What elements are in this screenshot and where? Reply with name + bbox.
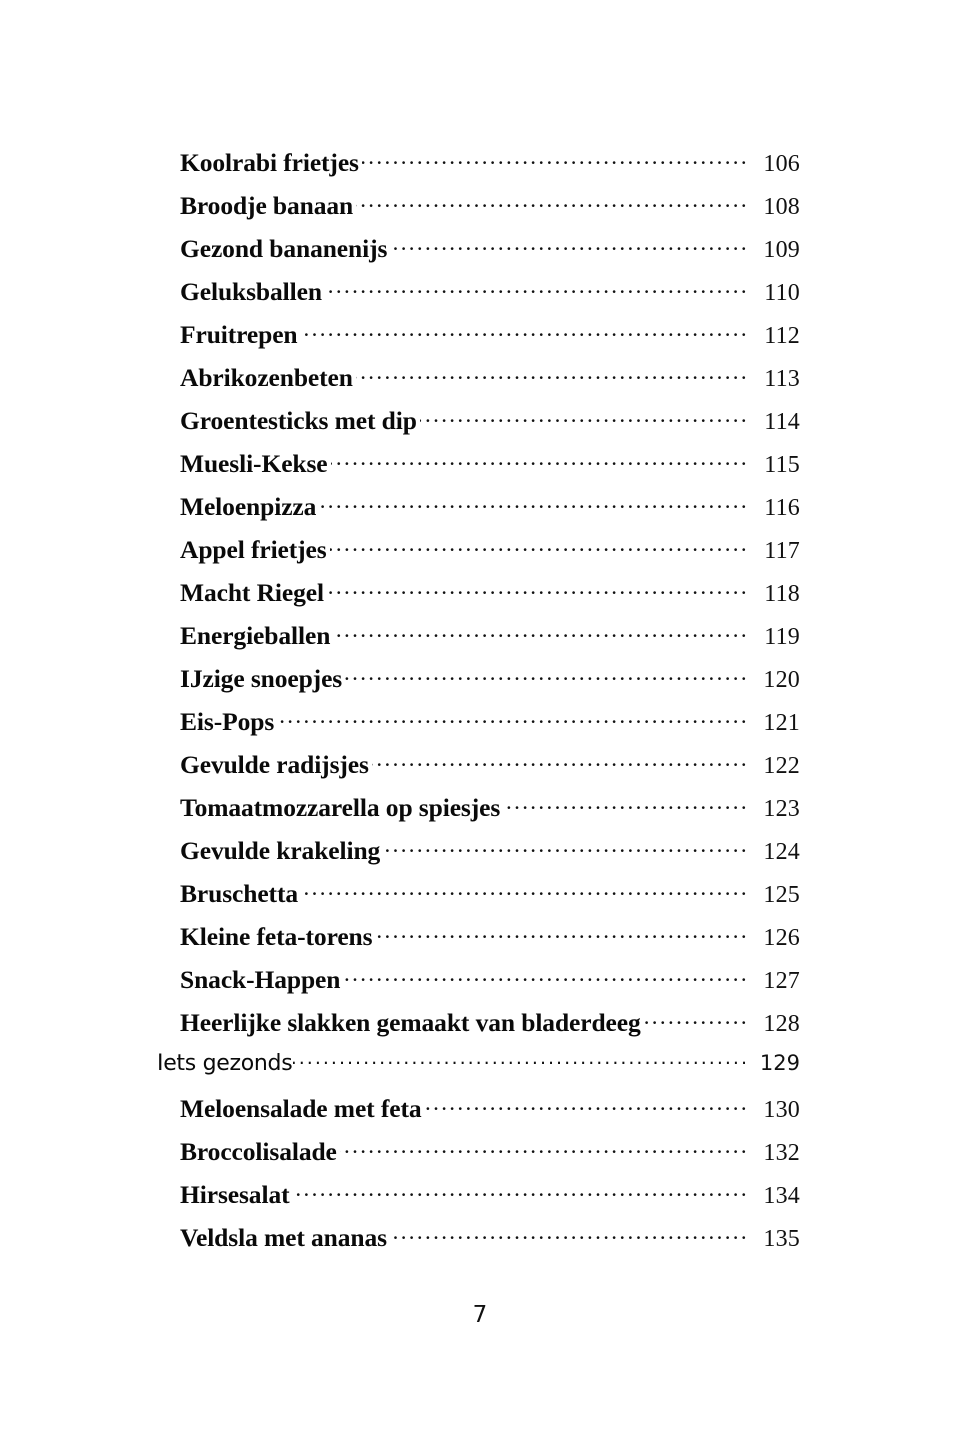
toc-entry-title: Groentesticks met dip: [180, 406, 417, 435]
toc-entry-title: Hirsesalat: [180, 1180, 290, 1209]
dot-leader: [345, 671, 749, 687]
toc-entry-page-number: 125: [763, 882, 800, 908]
toc-entry[interactable]: [180, 1094, 800, 1137]
toc-entry[interactable]: [180, 277, 800, 320]
toc-entry-title: Gevulde krakeling: [180, 836, 381, 865]
toc-entry-page-number: 130: [763, 1097, 800, 1123]
toc-entry-title: Broodje banaan: [180, 191, 354, 220]
dot-leader: [644, 1015, 749, 1031]
toc-entry-title: Appel frietjes: [180, 535, 327, 564]
toc-entry[interactable]: [180, 1137, 800, 1180]
toc-entry[interactable]: [180, 965, 800, 1008]
toc-section-heading[interactable]: [157, 1051, 800, 1094]
toc-entry-page-number: 120: [763, 667, 800, 693]
dot-leader: [372, 757, 749, 773]
dot-leader: [301, 886, 749, 902]
toc-entry-page-number: 132: [763, 1140, 800, 1166]
toc-entry[interactable]: [180, 449, 800, 492]
toc-entry[interactable]: [180, 793, 800, 836]
toc-entry-title: Koolrabi frietjes: [180, 148, 359, 177]
toc-entry-page-number: 117: [764, 538, 800, 564]
toc-entry-title: Geluksballen: [180, 277, 322, 306]
toc-entry[interactable]: [180, 492, 800, 535]
toc-entry-title: Energieballen: [180, 621, 331, 650]
toc-entry[interactable]: [180, 621, 800, 664]
dot-leader: [301, 327, 749, 343]
toc-entry-title: Muesli-Kekse: [180, 449, 328, 478]
toc-entry-title: Heerlijke slakken gemaakt van bladerdeeg: [180, 1008, 641, 1037]
toc-entry[interactable]: [180, 191, 800, 234]
toc-entry[interactable]: [180, 320, 800, 363]
toc-entry-title: Meloenpizza: [180, 492, 317, 521]
toc-entry-title: Gevulde radijsjes: [180, 750, 369, 779]
toc-entry-title: Kleine feta-torens: [180, 922, 373, 951]
toc-entry[interactable]: [180, 578, 800, 621]
toc-entry-page-number: 110: [764, 280, 800, 306]
toc-entry[interactable]: [180, 922, 800, 965]
toc-entry[interactable]: [180, 1223, 800, 1266]
folio-page-number: 7: [472, 1302, 488, 1328]
dot-leader: [331, 456, 749, 472]
toc-entry-page-number: 114: [764, 409, 800, 435]
toc-entry-page-number: 119: [764, 624, 800, 650]
dot-leader: [390, 241, 749, 257]
dot-leader: [343, 972, 749, 988]
toc-entry-page-number: 118: [764, 581, 800, 607]
dot-leader: [362, 155, 749, 171]
toc-entry-page-number: 129: [759, 1051, 800, 1075]
toc-entry-title: Meloensalade met feta: [180, 1094, 422, 1123]
toc-entry[interactable]: [180, 1008, 800, 1051]
toc-entry-title: Macht Riegel: [180, 578, 324, 607]
dot-leader: [293, 1054, 749, 1070]
toc-entry[interactable]: [180, 1180, 800, 1223]
toc-entry-page-number: 112: [764, 323, 800, 349]
dot-leader: [503, 800, 749, 816]
toc-entry-page-number: 108: [763, 194, 800, 220]
toc-entry-title: Abrikozenbeten: [180, 363, 353, 392]
dot-leader: [340, 1144, 749, 1160]
toc-entry-page-number: 106: [763, 151, 800, 177]
dot-leader: [424, 1101, 749, 1117]
toc-entry[interactable]: [180, 234, 800, 277]
toc-entry-page-number: 122: [763, 753, 800, 779]
toc-entry-title: Iets gezonds: [157, 1051, 293, 1076]
toc-entry-page-number: 126: [763, 925, 800, 951]
dot-leader: [325, 284, 749, 300]
dot-leader: [330, 542, 749, 558]
toc-entry-page-number: 121: [763, 710, 800, 736]
dot-leader: [319, 499, 749, 515]
toc-entry[interactable]: [180, 535, 800, 578]
dot-leader: [356, 198, 749, 214]
toc-entry-page-number: 123: [763, 796, 800, 822]
toc-entry[interactable]: [180, 406, 800, 449]
dot-leader: [292, 1187, 749, 1203]
toc-entry-title: Gezond bananenijs: [180, 234, 388, 263]
dot-leader: [375, 929, 749, 945]
toc-entry-title: Bruschetta: [180, 879, 298, 908]
toc-entry-title: Eis-Pops: [180, 707, 275, 736]
table-of-contents: [0, 148, 960, 1266]
toc-entry-title: Fruitrepen: [180, 320, 298, 349]
toc-entry[interactable]: [180, 750, 800, 793]
toc-entry-title: Tomaatmozzarella op spiesjes: [180, 793, 501, 822]
toc-entry-page-number: 135: [763, 1226, 800, 1252]
toc-entry-page-number: 115: [764, 452, 800, 478]
toc-entry[interactable]: [180, 836, 800, 879]
toc-entry[interactable]: [180, 363, 800, 406]
toc-entry-page-number: 128: [763, 1011, 800, 1037]
toc-entry-page-number: 116: [764, 495, 800, 521]
toc-entry-page-number: 134: [763, 1183, 800, 1209]
toc-entry-title: Snack-Happen: [180, 965, 341, 994]
toc-entry-title: IJzige snoepjes: [180, 664, 343, 693]
toc-entry-title: Broccolisalade: [180, 1137, 337, 1166]
toc-entry-page-number: 127: [763, 968, 800, 994]
toc-entry-page-number: 124: [763, 839, 800, 865]
toc-entry[interactable]: [180, 707, 800, 750]
toc-entry[interactable]: [180, 664, 800, 707]
dot-leader: [277, 714, 749, 730]
toc-entry-page-number: 109: [763, 237, 800, 263]
toc-entry-page-number: 113: [764, 366, 800, 392]
dot-leader: [383, 843, 749, 859]
dot-leader: [420, 413, 749, 429]
toc-entry-title: Veldsla met ananas: [180, 1223, 387, 1252]
toc-entry[interactable]: [180, 148, 800, 191]
dot-leader: [327, 585, 749, 601]
dot-leader: [390, 1230, 749, 1246]
dot-leader: [356, 370, 749, 386]
dot-leader: [333, 628, 749, 644]
toc-entry[interactable]: [180, 879, 800, 922]
